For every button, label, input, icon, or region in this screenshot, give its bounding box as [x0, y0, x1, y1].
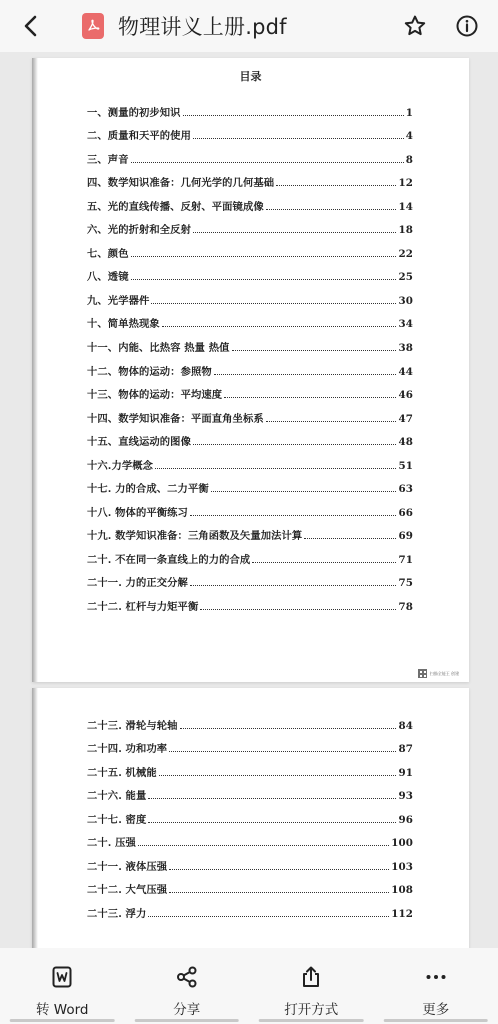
- toc-entry-title: 十三、物体的运动：平均速度: [87, 389, 223, 402]
- toc-leader-dots: [169, 869, 389, 870]
- toc-entry: [87, 708, 413, 732]
- toc-leader-dots: [169, 892, 389, 893]
- open-with-icon: [299, 965, 323, 989]
- toc-entry: [87, 589, 413, 613]
- toc-entry: [87, 307, 413, 331]
- more-icon: [424, 965, 448, 989]
- toc-entry-title: 三、声音: [87, 153, 129, 166]
- word-convert-icon: [50, 965, 74, 989]
- toc-entry-title: 十五、直线运动的图像: [87, 436, 191, 449]
- toc-leader-dots: [190, 585, 397, 586]
- toc-entry-page-number: 93: [398, 790, 413, 803]
- toc-entry-page-number: 12: [398, 177, 413, 190]
- toc-entry-page-number: 8: [405, 153, 413, 166]
- toc-entry-page-number: 1: [405, 106, 413, 119]
- toc-entry: [87, 189, 413, 213]
- pdf-file-icon: [82, 13, 104, 39]
- toc-entry-page-number: 103: [391, 860, 413, 873]
- toc-leader-dots: [138, 845, 389, 846]
- toc-entry: [87, 472, 413, 496]
- toc-entry-title: 二十二. 杠杆与力矩平衡: [87, 601, 199, 614]
- toc-entry: [87, 213, 413, 237]
- toc-entry: [87, 448, 413, 472]
- toc-entry-page-number: 71: [398, 553, 413, 566]
- toc-entry-title: 五、光的直线传播、反射、平面镜成像: [87, 200, 264, 213]
- toc-entry-title: 二、质量和天平的使用: [87, 130, 191, 143]
- toc-entry-title: 二十三. 浮力: [87, 907, 147, 920]
- toc-entry-title: 二十六. 能量: [87, 790, 147, 803]
- toc-entry-title: 十一、内能、比热容 热量 热值: [87, 342, 230, 355]
- toc-entry: [87, 260, 413, 284]
- toc-leader-dots: [180, 728, 397, 729]
- toc-leader-dots: [266, 421, 397, 422]
- toc-leader-dots: [155, 468, 396, 469]
- toc-entry-title: 七、颜色: [87, 247, 129, 260]
- chevron-left-icon: [21, 15, 41, 37]
- toc-entry: [87, 283, 413, 307]
- toc-leader-dots: [232, 350, 397, 351]
- toc-entry-page-number: 108: [391, 884, 413, 897]
- toc-leader-dots: [252, 562, 396, 563]
- star-icon: [403, 14, 427, 38]
- toc-entry: [87, 378, 413, 402]
- toc-leader-dots: [304, 538, 396, 539]
- toc-entry: [87, 166, 413, 190]
- toc-entry-title: 十八. 物体的平衡练习: [87, 506, 188, 519]
- toc-entry-title: 一、测量的初步知识: [87, 106, 181, 119]
- toc-entry-page-number: 87: [398, 743, 413, 756]
- toc-entry-page-number: 96: [398, 813, 413, 826]
- toc-entry-page-number: 34: [398, 318, 413, 331]
- toc-entry-title: 十、简单热现象: [87, 318, 160, 331]
- toc-entry-title: 二十七. 密度: [87, 813, 147, 826]
- toc-leader-dots: [148, 822, 396, 823]
- toc-entry-title: 二十二. 大气压强: [87, 884, 168, 897]
- toc-entry: [87, 849, 413, 873]
- toc-entry-page-number: 100: [391, 837, 413, 850]
- toc-entry: [87, 142, 413, 166]
- toc-entry-title: 二十五. 机械能: [87, 766, 157, 779]
- toc-entry-title: 十六.力学概念: [87, 459, 154, 472]
- toc-entry-page-number: 48: [398, 436, 413, 449]
- toc-entry-title: 二十一. 液体压强: [87, 860, 168, 873]
- toc-entry: [87, 732, 413, 756]
- toc-entry-page-number: 30: [398, 294, 413, 307]
- toc-entry-page-number: 4: [405, 130, 413, 143]
- document-viewer[interactable]: [0, 52, 498, 948]
- toc-entry-title: 十四、数学知识准备：平面直角坐标系: [87, 412, 264, 425]
- toc-entry-page-number: 38: [398, 342, 413, 355]
- toc-entry-page-number: 18: [398, 224, 413, 237]
- toc-leader-dots: [148, 798, 396, 799]
- toc-entry-title: 六、光的折射和全反射: [87, 224, 191, 237]
- toc-entry-page-number: 75: [398, 577, 413, 590]
- toc-leader-dots: [131, 279, 397, 280]
- toc-leader-dots: [193, 232, 397, 233]
- toc-entry: [87, 354, 413, 378]
- toc-entry-title: 二十三. 滑轮与轮轴: [87, 719, 178, 732]
- toc-leader-dots: [148, 916, 389, 917]
- toc-entry-title: 九、光学器件: [87, 294, 150, 307]
- toc-entry: [87, 236, 413, 260]
- toc-entry: [87, 826, 413, 850]
- toc-leader-dots: [193, 138, 404, 139]
- toc-entry: [87, 802, 413, 826]
- document-page-1: [32, 58, 469, 682]
- share-button[interactable]: 分享: [125, 948, 250, 1024]
- toc-entry-page-number: 63: [398, 483, 413, 496]
- document-page-2: [32, 688, 469, 948]
- toc-entry: [87, 495, 413, 519]
- toc-entry: [87, 566, 413, 590]
- convert-to-word-button[interactable]: 转 Word: [0, 948, 125, 1024]
- back-button[interactable]: [14, 9, 48, 43]
- toc-entry: [87, 755, 413, 779]
- toc-leader-dots: [200, 609, 396, 610]
- toc-leader-dots: [169, 751, 396, 752]
- document-title: 物理讲义上册.pdf: [118, 15, 287, 39]
- info-button[interactable]: [450, 9, 484, 43]
- toc-list: [87, 95, 413, 613]
- toc-leader-dots: [211, 491, 397, 492]
- toc-leader-dots: [131, 162, 404, 163]
- toc-list: [87, 708, 413, 920]
- toc-entry: [87, 519, 413, 543]
- toc-entry: [87, 873, 413, 897]
- toc-entry-title: 十七. 力的合成、二力平衡: [87, 483, 209, 496]
- toc-entry-page-number: 66: [398, 506, 413, 519]
- toc-entry-page-number: 51: [398, 459, 413, 472]
- toc-leader-dots: [151, 303, 396, 304]
- toc-leader-dots: [162, 326, 397, 327]
- toc-entry-title: 八、透镜: [87, 271, 129, 284]
- toc-entry-page-number: 112: [391, 907, 413, 920]
- toc-entry: [87, 779, 413, 803]
- more-button[interactable]: 更多: [374, 948, 498, 1024]
- toc-entry-page-number: 84: [398, 719, 413, 732]
- toc-entry-title: 十九. 数学知识准备：三角函数及矢量加法计算: [87, 530, 303, 543]
- open-with-button[interactable]: 打开方式: [249, 948, 374, 1024]
- favorite-button[interactable]: [398, 9, 432, 43]
- toc-entry: [87, 425, 413, 449]
- toc-entry-title: 二十一. 力的正交分解: [87, 577, 188, 590]
- qr-code-icon: [418, 669, 427, 678]
- bottom-toolbar: [0, 948, 498, 1024]
- toc-entry-title: 二十. 不在同一条直线上的力的合成: [87, 553, 251, 566]
- toc-entry-title: 四、数学知识准备：几何光学的几何基础: [87, 177, 275, 190]
- toc-entry-title: 二十四. 功和功率: [87, 743, 168, 756]
- scanner-watermark: 扫描全能王 创建: [418, 669, 459, 678]
- toc-entry: [87, 119, 413, 143]
- toc-entry-page-number: 14: [398, 200, 413, 213]
- toc-entry-page-number: 22: [398, 247, 413, 260]
- toc-leader-dots: [131, 256, 397, 257]
- toc-entry: [87, 896, 413, 920]
- toc-leader-dots: [183, 115, 404, 116]
- toc-entry-title: 十二、物体的运动：参照物: [87, 365, 212, 378]
- toc-leader-dots: [190, 515, 397, 516]
- toc-entry: [87, 95, 413, 119]
- toc-leader-dots: [214, 374, 397, 375]
- toc-leader-dots: [159, 775, 397, 776]
- toc-entry: [87, 401, 413, 425]
- toc-entry-page-number: 25: [398, 271, 413, 284]
- toc-entry-page-number: 47: [398, 412, 413, 425]
- toc-entry-page-number: 91: [398, 766, 413, 779]
- toc-entry-page-number: 69: [398, 530, 413, 543]
- toc-heading: 目录: [239, 70, 262, 83]
- top-app-bar: [0, 0, 498, 52]
- toc-leader-dots: [224, 397, 396, 398]
- share-icon: [175, 965, 199, 989]
- toc-entry: [87, 542, 413, 566]
- toc-entry: [87, 330, 413, 354]
- toc-leader-dots: [266, 209, 397, 210]
- toc-entry-page-number: 44: [398, 365, 413, 378]
- toc-entry-page-number: 78: [398, 601, 413, 614]
- toc-leader-dots: [276, 185, 396, 186]
- info-icon: [455, 14, 479, 38]
- toc-entry-title: 二十. 压强: [87, 837, 136, 850]
- toc-leader-dots: [193, 444, 397, 445]
- toc-entry-page-number: 46: [398, 389, 413, 402]
